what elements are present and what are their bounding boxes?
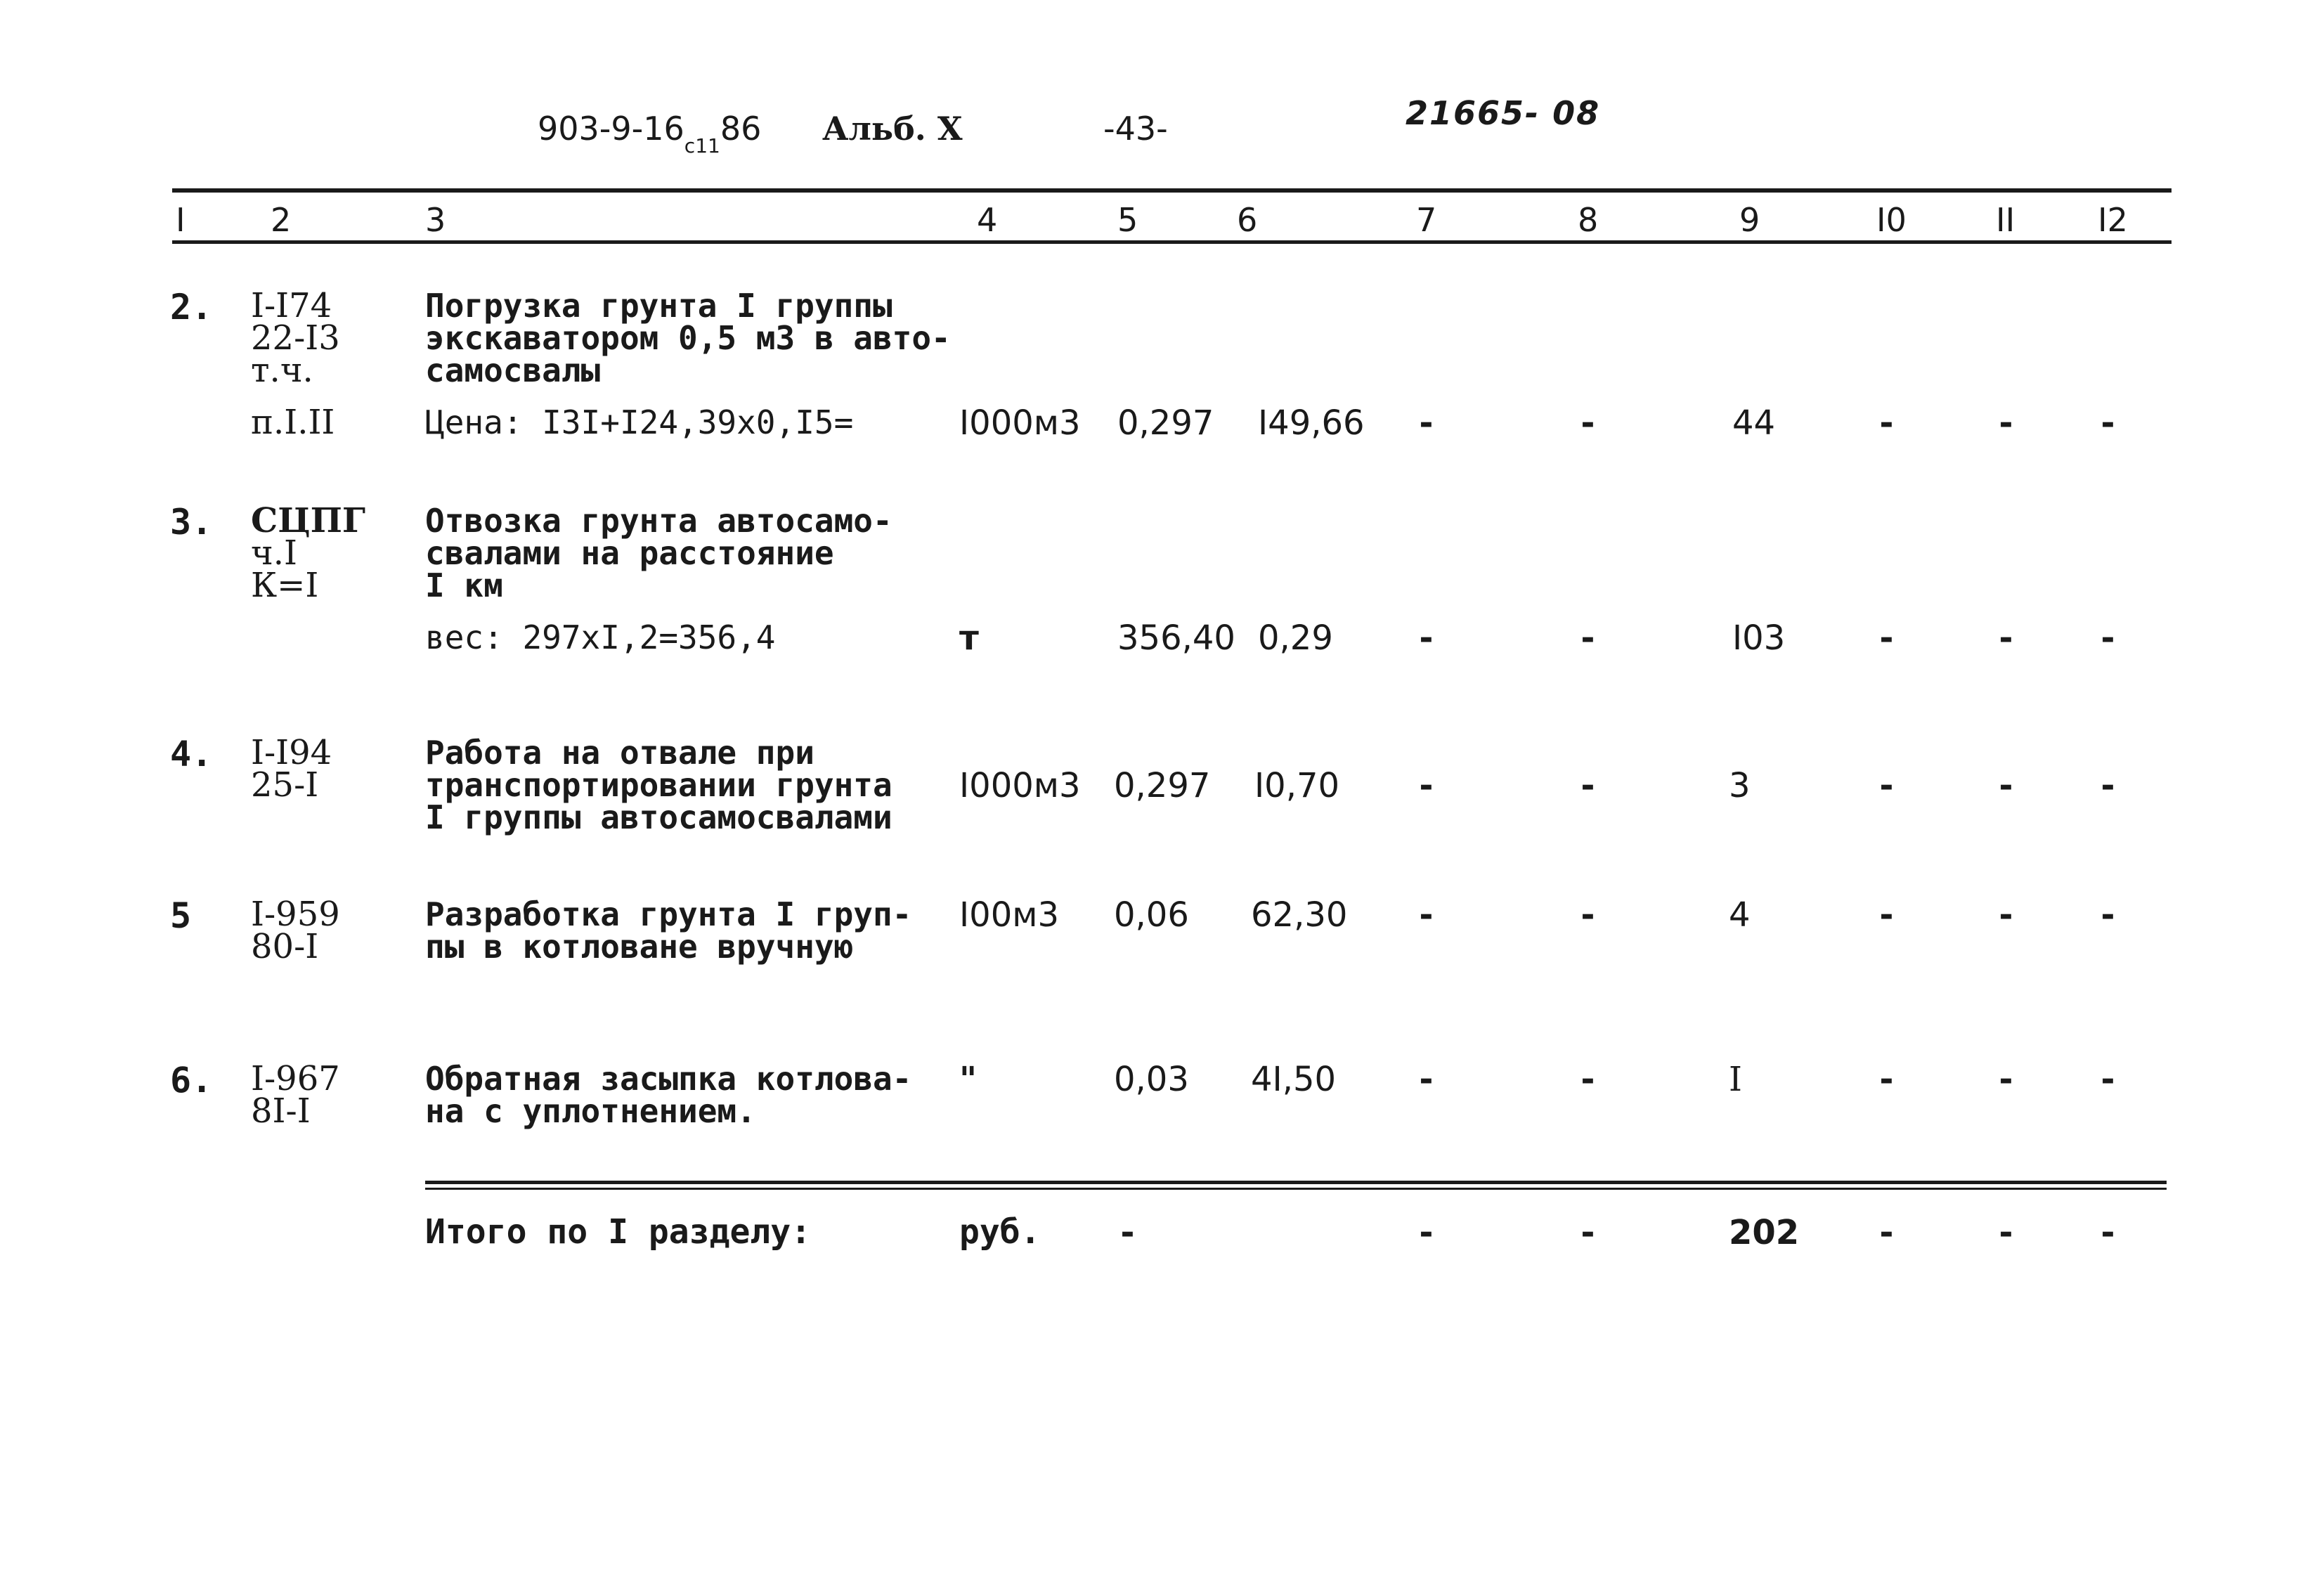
col-header-5: 5 xyxy=(1117,201,1138,239)
total-col8: - xyxy=(1578,1213,1598,1252)
row-number: 6. xyxy=(170,1060,213,1101)
row-col9: 3 xyxy=(1729,766,1751,805)
row-desc-line: Отвозка грунта автосамо- xyxy=(425,502,892,540)
row-desc-line: Обратная засыпка котлова- xyxy=(425,1060,912,1098)
row-quantity: 0,297 xyxy=(1114,766,1211,805)
row-col8: - xyxy=(1578,895,1598,935)
row-col8: - xyxy=(1578,1060,1598,1099)
total-sum: 202 xyxy=(1729,1213,1800,1252)
row-number: 2. xyxy=(170,287,213,327)
row-col10: - xyxy=(1876,1060,1897,1099)
row-col12: - xyxy=(2098,1060,2118,1099)
row-desc-line: самосвалы xyxy=(425,351,601,389)
row-desc-line: пы в котловане вручную xyxy=(425,928,854,966)
row-ref-line: т.ч. xyxy=(251,351,313,390)
row-col11: - xyxy=(1996,766,2016,805)
row-quantity: 0,297 xyxy=(1117,403,1214,443)
col-header-3: 3 xyxy=(425,201,446,239)
row-col11: - xyxy=(1996,618,2016,658)
row-col7: - xyxy=(1416,403,1436,443)
row-col10: - xyxy=(1876,403,1897,443)
row-col11: - xyxy=(1996,895,2016,935)
row-price: I0,70 xyxy=(1254,766,1340,805)
row-col9: 4 xyxy=(1729,895,1751,935)
col-header-12: I2 xyxy=(2098,201,2128,239)
total-col12: - xyxy=(2098,1213,2118,1252)
handwritten-number: 21665- 08 xyxy=(1406,94,1601,132)
page-number: -43- xyxy=(1103,110,1168,148)
row-price-formula: Цена: I3I+I24,39x0,I5= xyxy=(425,403,854,441)
col-header-1: I xyxy=(176,201,186,239)
doc-code-sub: с11 xyxy=(684,134,720,157)
row-ref-line: I-I94 xyxy=(251,733,332,772)
row-col9: I xyxy=(1729,1060,1742,1099)
row-price: 62,30 xyxy=(1251,895,1348,935)
row-col10: - xyxy=(1876,618,1897,658)
row-ref-line: 25-I xyxy=(251,765,319,805)
col-header-11: II xyxy=(1996,201,2015,239)
row-weight-formula: вес: 297xI,2=356,4 xyxy=(425,618,776,656)
doc-code-main: 903-9-16 xyxy=(538,110,684,148)
row-col11: - xyxy=(1996,1060,2016,1099)
row-ref-line: I-959 xyxy=(251,895,340,934)
header-bottom-rule xyxy=(172,240,2172,244)
row-desc-line: I группы автосамосвалами xyxy=(425,798,892,836)
row-unit: I00м3 xyxy=(959,895,1059,935)
row-unit: I000м3 xyxy=(959,403,1081,443)
total-rule xyxy=(425,1181,2167,1184)
row-quantity: 0,06 xyxy=(1114,895,1189,935)
row-quantity: 356,40 xyxy=(1117,618,1235,658)
row-col12: - xyxy=(2098,403,2118,443)
row-ref-line: 22-I3 xyxy=(251,318,340,358)
row-ref-line: 8I-I xyxy=(251,1091,311,1131)
row-col12: - xyxy=(2098,895,2118,935)
row-col8: - xyxy=(1578,618,1598,658)
row-col12: - xyxy=(2098,766,2118,805)
row-price: 4I,50 xyxy=(1251,1060,1337,1099)
row-quantity: 0,03 xyxy=(1114,1060,1189,1099)
row-col12: - xyxy=(2098,618,2118,658)
col-header-2: 2 xyxy=(271,201,292,239)
col-header-10: I0 xyxy=(1876,201,1907,239)
row-price: 0,29 xyxy=(1258,618,1333,658)
total-col10: - xyxy=(1876,1213,1897,1252)
row-col10: - xyxy=(1876,766,1897,805)
row-col10: - xyxy=(1876,895,1897,935)
row-price: I49,66 xyxy=(1258,403,1365,443)
top-rule xyxy=(172,188,2172,193)
total-quantity: - xyxy=(1117,1213,1138,1252)
row-unit: т xyxy=(959,618,979,658)
row-col7: - xyxy=(1416,766,1436,805)
row-desc-line: Работа на отвале при xyxy=(425,734,814,772)
row-desc-line: экскаватором 0,5 м3 в авто- xyxy=(425,319,951,357)
col-header-7: 7 xyxy=(1416,201,1437,239)
row-ref-line: п.I.II xyxy=(251,403,335,442)
row-unit-ditto: " xyxy=(959,1060,978,1099)
row-col7: - xyxy=(1416,1060,1436,1099)
row-desc-line: I км xyxy=(425,566,503,604)
row-col7: - xyxy=(1416,895,1436,935)
row-ref-line: К=I xyxy=(251,566,319,605)
col-header-9: 9 xyxy=(1739,201,1760,239)
row-col11: - xyxy=(1996,403,2016,443)
row-ref-line: I-I74 xyxy=(251,286,332,325)
row-unit: I000м3 xyxy=(959,766,1081,805)
row-desc-line: на с уплотнением. xyxy=(425,1092,756,1130)
row-ref-line: СЦПГ xyxy=(251,501,366,540)
total-unit: руб. xyxy=(959,1212,1041,1252)
album-label: Альб. X xyxy=(822,110,963,148)
row-ref-line: I-967 xyxy=(251,1059,340,1098)
row-col8: - xyxy=(1578,403,1598,443)
doc-code-year: 86 xyxy=(720,110,762,148)
row-col9: 44 xyxy=(1732,403,1776,443)
row-col9: I03 xyxy=(1732,618,1786,658)
row-desc-line: транспортировании грунта xyxy=(425,766,892,804)
row-desc-line: Погрузка грунта I группы xyxy=(425,287,892,325)
row-ref-line: ч.I xyxy=(251,533,297,573)
row-col7: - xyxy=(1416,618,1436,658)
total-col7: - xyxy=(1416,1213,1436,1252)
row-desc-line: свалами на расстояние xyxy=(425,534,834,572)
row-desc-line: Разработка грунта I груп- xyxy=(425,895,912,933)
row-col8: - xyxy=(1578,766,1598,805)
col-header-4: 4 xyxy=(977,201,998,239)
row-number: 3. xyxy=(170,502,213,543)
row-number: 4. xyxy=(170,734,213,774)
col-header-8: 8 xyxy=(1578,201,1599,239)
total-label: Итого по I разделу: xyxy=(425,1212,812,1252)
row-ref-line: 80-I xyxy=(251,927,319,966)
col-header-6: 6 xyxy=(1237,201,1258,239)
row-number: 5 xyxy=(170,895,192,936)
total-rule-second xyxy=(425,1188,2167,1190)
doc-code xyxy=(538,110,762,157)
total-col11: - xyxy=(1996,1213,2016,1252)
